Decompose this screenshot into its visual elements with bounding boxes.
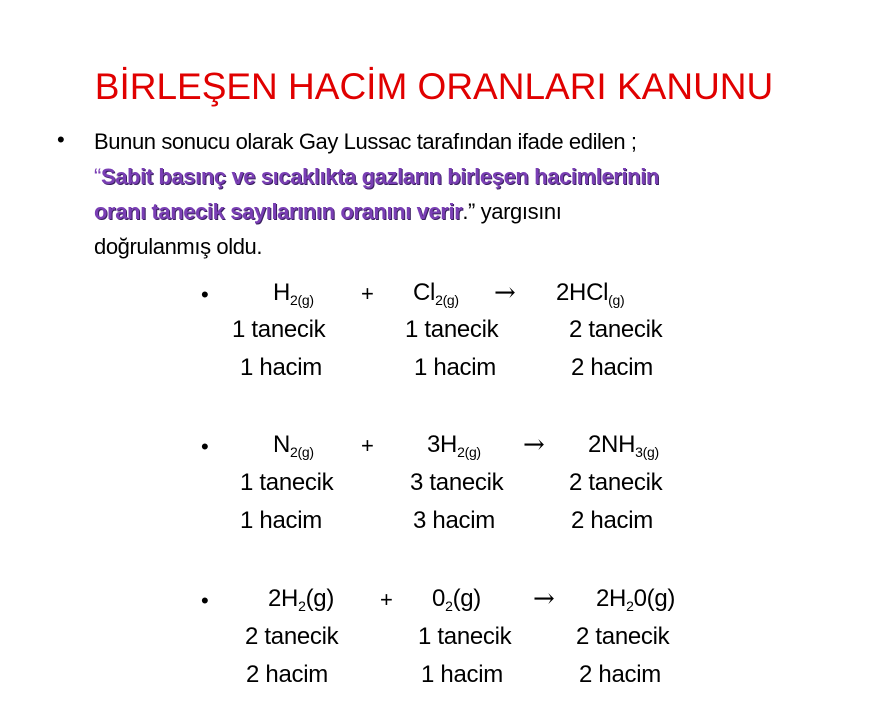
eq1-hacim-1: 1 hacim: [240, 354, 322, 381]
equation-bullet: •: [201, 282, 209, 307]
eq3-hacim-1: 2 hacim: [246, 661, 328, 688]
eq1-reactant-1: $H_{2(g)}$: [273, 279, 314, 308]
eq3-tanecik-1: 2 tanecik: [245, 623, 339, 650]
paragraph-bullet: •: [57, 127, 65, 152]
eq2-tanecik-1: 1 tanecik: [240, 469, 334, 496]
eq3-plus: +: [380, 587, 393, 612]
eq3-hacim-3: 2 hacim: [579, 661, 661, 688]
eq1-tanecik-1: 1 tanecik: [232, 316, 326, 343]
open-quote: “: [94, 164, 101, 189]
eq3-reactant-2: $0_2(g)$: [432, 585, 481, 614]
quote-tail: .” yargısını: [462, 199, 562, 224]
equation-bullet: •: [201, 434, 209, 459]
page-title: BİRLEŞEN HACİM ORANLARI KANUNU: [94, 66, 774, 107]
eq3-product: $2H_20(g)$: [596, 585, 676, 614]
equation-bullet: •: [201, 588, 209, 613]
paragraph-line-4: doğrulanmış oldu.: [94, 234, 263, 259]
eq2-tanecik-2: 3 tanecik: [410, 469, 504, 496]
eq1-tanecik-3: 2 tanecik: [569, 316, 663, 343]
eq2-tanecik-3: 2 tanecik: [569, 469, 663, 496]
eq1-hacim-3: 2 hacim: [571, 354, 653, 381]
eq2-hacim-1: 1 hacim: [240, 507, 322, 534]
eq2-hacim-3: 2 hacim: [571, 507, 653, 534]
paragraph-line-3: [94, 194, 834, 229]
eq1-product: 2HCl$_{(g)}$: [556, 279, 625, 308]
highlight-text-3: oranı tanecik sayılarının oranını verir: [94, 199, 463, 224]
eq2-hacim-2: 3 hacim: [413, 507, 495, 534]
eq3-tanecik-3: 2 tanecik: [576, 623, 670, 650]
eq3-hacim-2: 1 hacim: [421, 661, 503, 688]
eq1-reactant-2: $Cl_{2(g)}$: [413, 279, 459, 308]
eq3-tanecik-2: 1 tanecik: [418, 623, 512, 650]
paragraph-line-2: [94, 159, 834, 194]
eq1-hacim-2: 1 hacim: [414, 354, 496, 381]
highlight-text-2: gazların birleşen hacimlerinin: [361, 164, 659, 189]
eq1-arrow-icon: →: [494, 278, 516, 308]
eq3-arrow-icon: →: [533, 584, 555, 614]
eq1-plus: +: [361, 281, 374, 306]
eq3-reactant-1: $2H_2(g)$: [268, 585, 335, 614]
eq2-product: $2NH_{3(g)}$: [588, 431, 659, 460]
paragraph-line-1: Bunun sonucu olarak Gay Lussac tarafından ifade edilen ;: [94, 129, 637, 154]
eq2-plus: +: [361, 433, 374, 458]
highlight-text-1: Sabit basınç ve sıcaklıkta: [100, 164, 362, 189]
eq2-arrow-icon: →: [523, 430, 545, 460]
eq1-tanecik-2: 1 tanecik: [405, 316, 499, 343]
eq2-reactant-1: $N_{2(g)}$: [273, 431, 314, 460]
gay-lussac-paragraph: [94, 124, 834, 264]
eq2-reactant-2: $3H_{2(g)}$: [427, 431, 481, 460]
